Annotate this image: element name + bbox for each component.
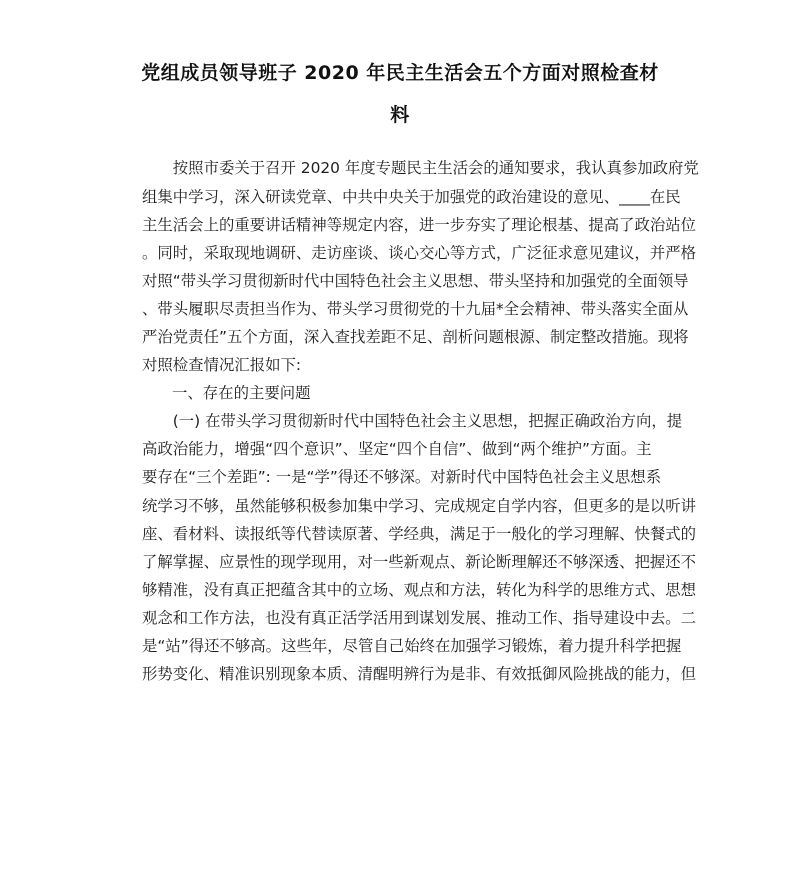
body-text-line: 了解掌握、应景性的现学现用，对一些新观点、新论断理解还不够深透、把握还不	[142, 553, 697, 571]
document-title-line-2: 料	[390, 104, 410, 126]
document-title-line-1: 党组成员领导班子 2020 年民主生活会五个方面对照检查材	[141, 62, 659, 84]
body-text-line: 对照检查情况汇报如下:	[142, 356, 302, 374]
body-text-line: 组集中学习，深入研读党章、中共中央关于加强党的政治建设的意见、____在民	[142, 188, 681, 206]
body-text-line: 按照市委关于召开 2020 年度专题民主生活会的通知要求，我认真参加政府党	[142, 159, 699, 177]
section-heading: 一、存在的主要问题	[172, 384, 311, 402]
body-text-line: 座、看材料、读报纸等代替读原著、学经典，满足于一般化的学习理解、快餐式的	[142, 525, 697, 543]
body-text-line: 主生活会上的重要讲话精神等规定内容，进一步夯实了理论根基、提高了政治站位	[142, 216, 697, 234]
body-text-line: 观念和工作方法，也没有真正活学活用到谋划发展、推动工作、指导建设中去。二	[142, 609, 697, 627]
body-text-line: (一) 在带头学习贯彻新时代中国特色社会主义思想，把握正确政治方向，提	[142, 412, 683, 430]
body-text-line: 。同时，采取现地调研、走访座谈、谈心交心等方式，广泛征求意见建议，并严格	[142, 244, 697, 262]
body-text-line: 高政治能力，增强“四个意识”、坚定“四个自信”、做到“两个维护”方面。主	[142, 440, 652, 458]
body-text-line: 是“站”得还不够高。这些年，尽管自己始终在加强学习锻炼，着力提升科学把握	[142, 637, 682, 655]
body-text-line: 要存在“三个差距”: 一是“学”得还不够深。对新时代中国特色社会主义思想系	[142, 468, 662, 486]
body-text-line: 严治党责任”五个方面，深入查找差距不足、剖析问题根源、制定整改措施。现将	[142, 328, 689, 346]
body-text-line: 统学习不够，虽然能够积极参加集中学习、完成规定自学内容，但更多的是以听讲	[142, 497, 697, 515]
body-text-line: 对照“带头学习贯彻新时代中国特色社会主义思想、带头坚持和加强党的全面领导	[142, 272, 689, 290]
body-text-line: 够精准，没有真正把蕴含其中的立场、观点和方法，转化为科学的思维方式、思想	[142, 581, 697, 599]
body-text-line: 形势变化、精准识别现象本质、清醒明辨行为是非、有效抵御风险挑战的能力，但	[142, 665, 697, 683]
body-text-line: 、带头履职尽责担当作为、带头学习贯彻党的十九届*全会精神、带头落实全面从	[142, 300, 689, 318]
